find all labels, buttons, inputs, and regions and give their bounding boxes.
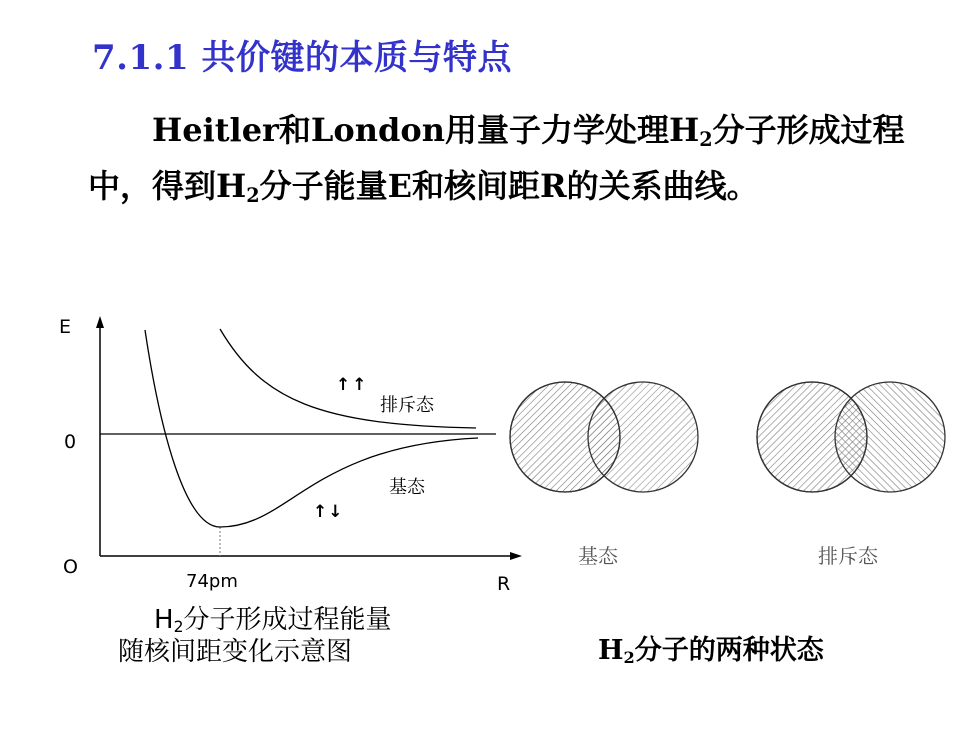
caption-left-line2: 随核间距变化示意图: [118, 637, 353, 667]
x-axis-arrow: [510, 552, 522, 560]
paragraph-part2: 分子形成过程中，得到H: [88, 111, 905, 205]
ground-state-curve: [145, 330, 478, 527]
page-title: 7.1.1 共价键的本质与特点: [92, 38, 512, 78]
orbital-ground-label: 基态: [578, 544, 618, 568]
x-axis-label: R: [497, 573, 511, 595]
repulsive-state-label: 排斥态: [380, 395, 434, 416]
caption-left-h: H: [154, 605, 174, 635]
caption-right-h: H: [598, 635, 624, 666]
paragraph-subscript-2: 2: [246, 183, 260, 207]
ground-state-label: 基态: [389, 477, 425, 498]
energy-diagram-caption: [118, 604, 478, 668]
bond-length-label: 74pm: [186, 571, 238, 592]
orbital-states-caption: [598, 628, 824, 667]
y-axis-label: E: [59, 316, 72, 338]
orbital-repulsive-label: 排斥态: [818, 544, 878, 568]
paragraph-part3: 分子能量E和核间距R的关系曲线。: [259, 167, 759, 205]
caption-right-text: 分子的两种状态: [634, 635, 824, 666]
repulsive-spin-arrows: ↑↑: [336, 375, 369, 395]
caption-left-line1: 分子形成过程能量: [183, 605, 392, 635]
zero-label: 0: [64, 431, 77, 453]
origin-label: O: [63, 556, 78, 578]
energy-diagram: [59, 316, 522, 595]
ground-state-orbitals: [510, 382, 698, 492]
ground-spin-arrows: ↑↓: [313, 502, 344, 522]
paragraph-part1: Heitler和London用量子力学处理H: [152, 111, 700, 149]
repulsive-state-orbitals: [757, 382, 945, 492]
paragraph-subscript-1: 2: [699, 127, 713, 151]
caption-left-sub: 2: [173, 617, 184, 636]
y-axis-arrow: [96, 316, 104, 328]
caption-right-sub: 2: [623, 648, 635, 668]
